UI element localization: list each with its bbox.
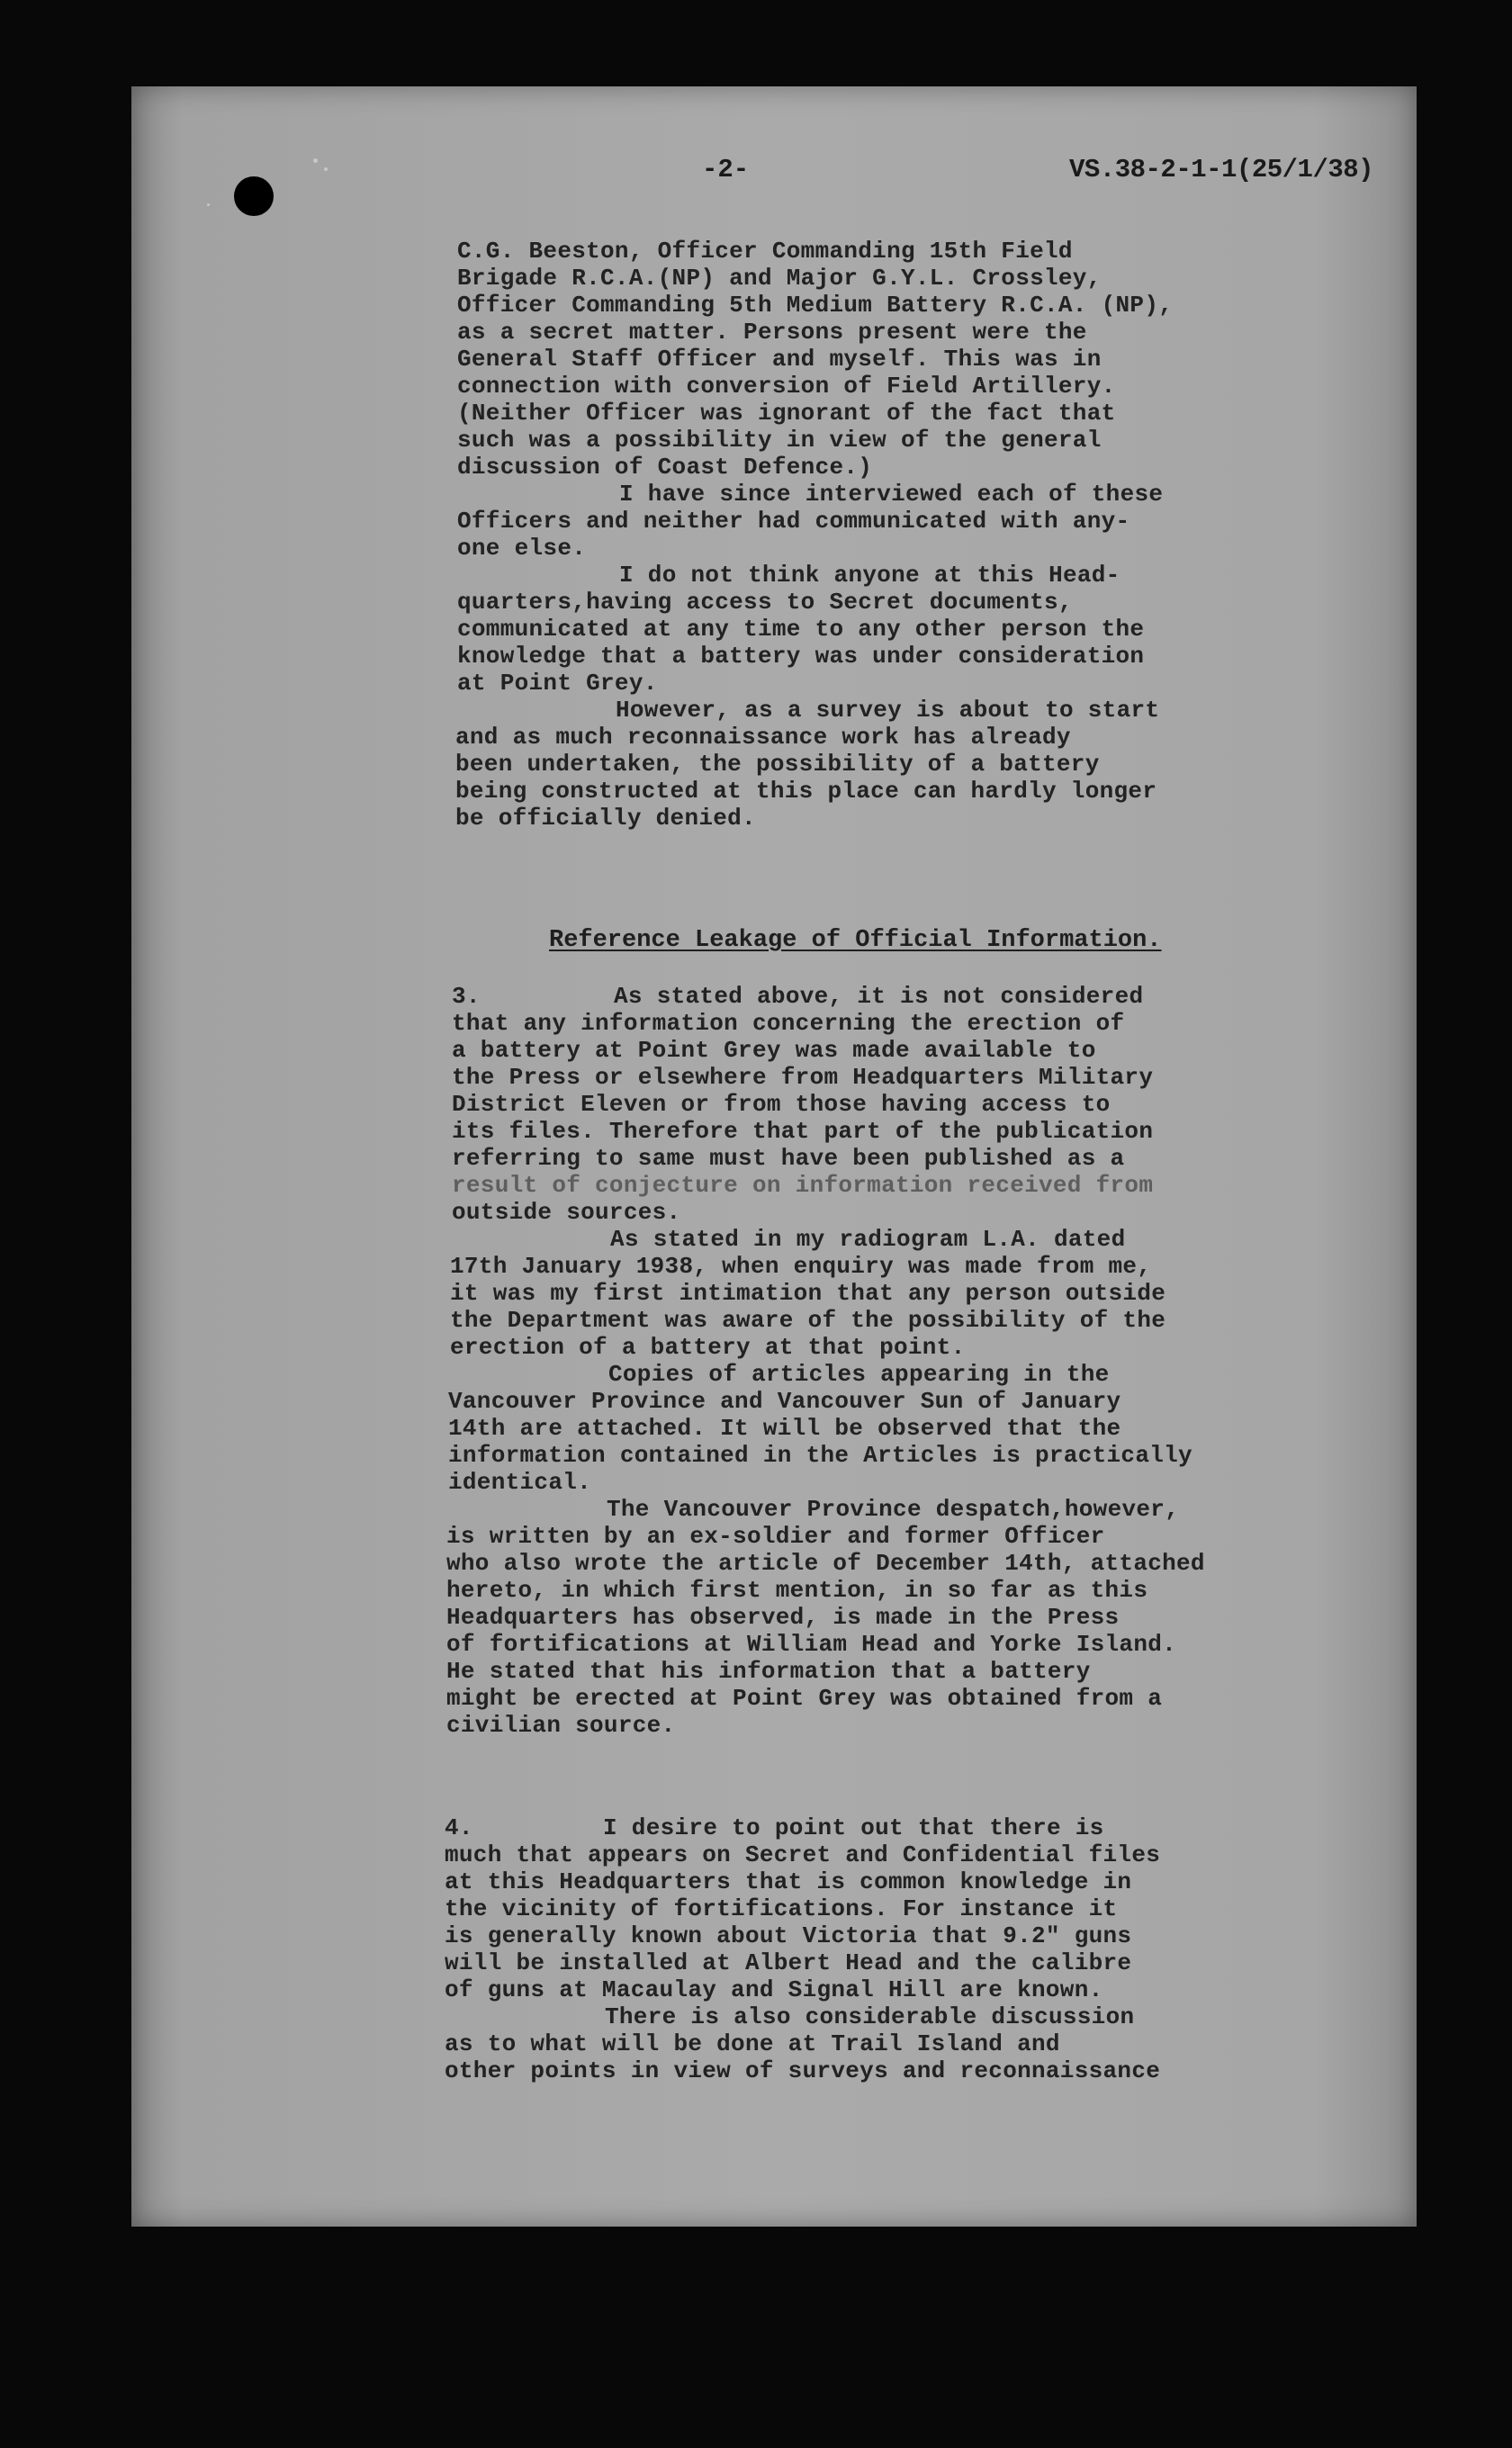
text-line: other points in view of surveys and reconnaissance	[445, 2057, 1161, 2084]
text-line: knowledge that a battery was under consideration	[457, 643, 1145, 670]
text-line: The Vancouver Province despatch,however,	[607, 1496, 1180, 1523]
dust-speck	[313, 158, 318, 163]
text-line: There is also considerable discussion	[605, 2003, 1135, 2030]
text-line: As stated above, it is not considered	[614, 983, 1144, 1010]
text-line: Officers and neither had communicated with any-	[457, 508, 1130, 535]
text-line: I do not think anyone at this Head-	[619, 562, 1120, 589]
text-line: much that appears on Secret and Confidential files	[445, 1841, 1161, 1868]
text-line: I desire to point out that there is	[603, 1814, 1104, 1841]
dust-speck	[207, 203, 210, 206]
text-line: Copies of articles appearing in the	[608, 1361, 1110, 1388]
text-line: is written by an ex-soldier and former Officer	[446, 1523, 1105, 1550]
text-line: who also wrote the article of December 14th, attached	[446, 1550, 1205, 1577]
text-line: As stated in my radiogram L.A. dated	[610, 1226, 1126, 1253]
text-line: the vicinity of fortifications. For instance it	[445, 1895, 1118, 1922]
text-line: Vancouver Province and Vancouver Sun of January	[448, 1388, 1121, 1415]
text-line: District Eleven or from those having access to	[452, 1091, 1111, 1118]
text-line: being constructed at this place can hardly longer	[455, 778, 1157, 805]
text-line: the Press or elsewhere from Headquarters Military	[452, 1064, 1154, 1091]
text-line: communicated at any time to any other person the	[457, 616, 1145, 643]
file-reference: VS.38-2-1-1(25/1/38)	[1069, 155, 1374, 184]
text-line: will be installed at Albert Head and the calibre	[445, 1949, 1132, 1976]
section-heading: Reference Leakage of Official Information.	[549, 927, 1162, 954]
paragraph-number: 3.	[452, 983, 481, 1010]
text-line: erection of a battery at that point.	[450, 1334, 966, 1361]
text-line: a battery at Point Grey was made available to	[452, 1037, 1096, 1064]
text-line: I have since interviewed each of these	[619, 481, 1164, 508]
text-line: at Point Grey.	[457, 670, 658, 697]
text-line: General Staff Officer and myself. This was in	[457, 346, 1102, 373]
text-line: 14th are attached. It will be observed that the	[448, 1415, 1121, 1442]
text-line: the Department was aware of the possibility of the	[450, 1307, 1166, 1334]
text-line: its files. Therefore that part of the publication	[452, 1118, 1154, 1145]
text-line: referring to same must have been published as a	[452, 1145, 1125, 1172]
text-line: information contained in the Articles is practically	[448, 1442, 1192, 1469]
text-line: been undertaken, the possibility of a battery	[455, 751, 1100, 778]
text-line: He stated that his information that a battery	[446, 1658, 1091, 1685]
text-line: it was my first intimation that any person outside	[450, 1280, 1166, 1307]
text-line: at this Headquarters that is common knowledge in	[445, 1868, 1132, 1895]
text-line: 17th January 1938, when enquiry was made from me,	[450, 1253, 1152, 1280]
text-line: outside sources.	[452, 1199, 681, 1226]
text-line: discussion of Coast Defence.)	[457, 454, 873, 481]
text-line: identical.	[448, 1469, 592, 1496]
text-line: quarters,having access to Secret documents,	[457, 589, 1073, 616]
text-line: as to what will be done at Trail Island and	[445, 2030, 1060, 2057]
text-line: be officially denied.	[455, 805, 756, 832]
text-line: such was a possibility in view of the general	[457, 427, 1102, 454]
text-line: (Neither Officer was ignorant of the fact that	[457, 400, 1116, 427]
text-line: is generally known about Victoria that 9.2" guns	[445, 1922, 1132, 1949]
text-line: result of conjecture on information received from	[452, 1172, 1154, 1199]
text-line: connection with conversion of Field Artillery.	[457, 373, 1116, 400]
dust-speck	[324, 167, 328, 171]
paragraph-number: 4.	[445, 1814, 473, 1841]
text-line: might be erected at Point Grey was obtained from a	[446, 1685, 1163, 1712]
text-line: and as much reconnaissance work has already	[455, 724, 1071, 751]
text-line: However, as a survey is about to start	[616, 697, 1160, 724]
text-line: Headquarters has observed, is made in the Press	[446, 1604, 1120, 1631]
text-line: of fortifications at William Head and Yorke Island.	[446, 1631, 1177, 1658]
text-line: one else.	[457, 535, 587, 562]
text-line: C.G. Beeston, Officer Commanding 15th Field	[457, 238, 1073, 265]
punch-hole	[234, 176, 274, 216]
text-line: civilian source.	[446, 1712, 676, 1739]
text-line: hereto, in which first mention, in so far as this	[446, 1577, 1148, 1604]
text-line: of guns at Macaulay and Signal Hill are known.	[445, 1976, 1103, 2003]
text-line: as a secret matter. Persons present were the	[457, 319, 1087, 346]
text-line: Officer Commanding 5th Medium Battery R.C.A. (NP),	[457, 292, 1174, 319]
page-number: -2-	[702, 155, 750, 184]
text-line: Brigade R.C.A.(NP) and Major G.Y.L. Crossley,	[457, 265, 1102, 292]
text-line: that any information concerning the erection of	[452, 1010, 1125, 1037]
